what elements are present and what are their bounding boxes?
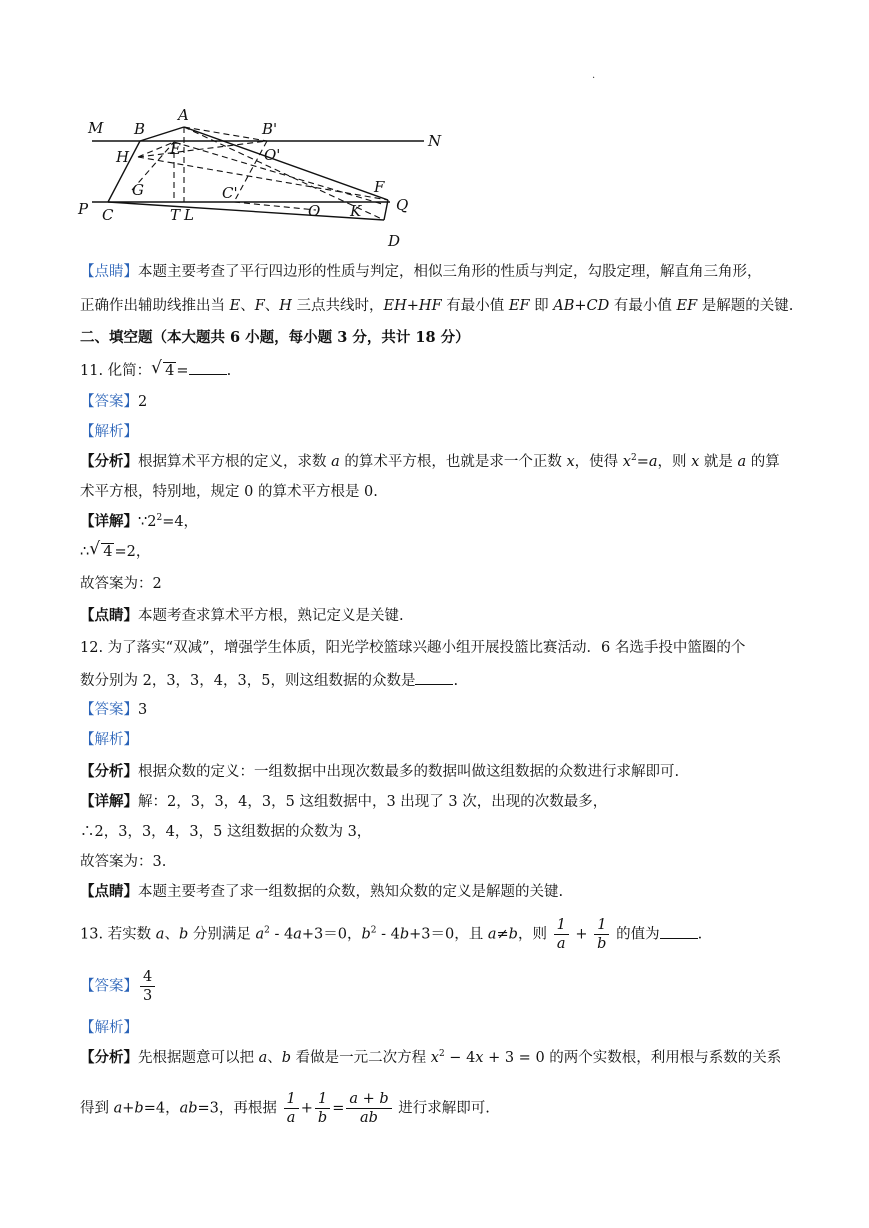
text-run: - 4	[269, 926, 294, 943]
text-run: 先根据题意可以把	[138, 1050, 259, 1066]
fraction-numerator: 1	[594, 916, 609, 935]
text-run: +3＝0，且	[409, 926, 488, 943]
fraction-numerator: a + b	[346, 1090, 391, 1109]
label-l: L	[184, 206, 194, 224]
label-b-prime: B'	[262, 120, 278, 138]
text-run: .	[226, 363, 232, 379]
math-variable: ab	[179, 1100, 198, 1117]
text-run: 【点睛】	[80, 883, 138, 900]
fraction-numerator: 4	[140, 968, 155, 987]
label-a: A	[178, 106, 189, 124]
text-run: − 4	[444, 1050, 476, 1066]
text-run: 【分析】	[80, 763, 138, 780]
text-run: 3	[138, 702, 148, 718]
answer-blank	[189, 360, 227, 375]
text-run: 【点睛】	[80, 607, 138, 624]
text-run: 本题主要考查了求一组数据的众数，熟知众数的定义是解题的关键.	[138, 884, 564, 900]
text-run: ，则	[517, 926, 552, 943]
text-run: 的算术平方根，也就是求一个正数	[339, 454, 567, 470]
math-variable: CD	[586, 298, 610, 314]
label-f: F	[374, 178, 385, 196]
text-run: 13. 若实数	[80, 926, 156, 943]
text-line-l21	[80, 882, 563, 902]
text-run: 数分别为 2，3，3，4，3，5，则这组数据的众数是	[80, 673, 416, 689]
text-run: 根据算术平方根的定义，求数	[138, 454, 332, 470]
text-run: 进行求解即可.	[393, 1100, 490, 1117]
text-run: +3＝0，	[301, 926, 362, 943]
text-line-l22	[80, 916, 702, 953]
math-variable: a	[487, 926, 497, 943]
math-variable: a	[255, 926, 265, 943]
text-run: ∵2	[138, 514, 157, 530]
text-run: 三点共线时，	[291, 298, 384, 314]
fraction-denominator: a	[556, 936, 566, 952]
math-variable: x	[566, 454, 575, 470]
text-run: 故答案为：2	[80, 576, 162, 592]
fraction	[140, 968, 155, 1005]
text-line-l20	[80, 852, 166, 872]
text-run: =4，	[143, 1100, 180, 1117]
math-variable: b	[399, 926, 410, 943]
math-variable: b	[281, 1050, 292, 1066]
text-line-l18	[80, 792, 607, 812]
text-run: ∴2，3，3，4，3，5 这组数据的众数为 3，	[80, 824, 372, 840]
text-line-l13	[80, 638, 745, 658]
fraction	[594, 916, 609, 953]
label-p: P	[78, 200, 89, 218]
math-variable: a	[737, 454, 747, 470]
sqrt-expression: √ 4	[153, 361, 176, 381]
math-variable: F	[254, 298, 265, 314]
fraction-numerator: 1	[315, 1090, 330, 1109]
text-run: 、	[267, 1050, 282, 1066]
label-q: Q	[396, 196, 409, 214]
text-line-l25	[80, 1048, 781, 1068]
math-variable: a	[331, 454, 340, 470]
label-h: H	[116, 148, 130, 166]
math-variable: H	[279, 298, 292, 314]
math-variable: AB	[553, 298, 575, 314]
fraction-denominator: a	[286, 1110, 296, 1126]
text-run: 术平方根，特别地，规定 0 的算术平方根是 0.	[80, 484, 378, 500]
text-run: .	[697, 926, 703, 943]
math-variable: x	[475, 1050, 484, 1066]
fraction-denominator: ab	[360, 1110, 378, 1126]
label-t: T	[170, 206, 181, 224]
fraction	[284, 1090, 299, 1127]
text-line-l16	[80, 730, 138, 750]
label-o-prime: O'	[264, 146, 281, 164]
math-variable: EF	[508, 298, 530, 314]
math-variable: a	[113, 1100, 123, 1117]
math-variable: HF	[418, 298, 442, 314]
math-variable: E	[229, 298, 241, 314]
text-line-l5	[80, 392, 147, 412]
math-variable: EF	[676, 298, 698, 314]
label-c-prime: C'	[222, 184, 238, 202]
math-variable: b	[178, 926, 189, 943]
text-run: =2，	[114, 544, 151, 560]
text-run: + 3 = 0 的两个实数根，利用根与系数的关系	[483, 1050, 782, 1066]
fraction-denominator: b	[597, 936, 607, 952]
text-line-l11	[80, 574, 162, 594]
text-line-l8	[80, 482, 378, 502]
text-run: 的值为	[611, 926, 660, 943]
text-run: ，则	[657, 454, 692, 470]
section-tag: 【答案】	[80, 702, 138, 718]
math-variable: a	[155, 926, 165, 943]
math-variable: b	[508, 926, 518, 943]
text-run: 即	[529, 298, 554, 314]
section-tag: 【解析】	[80, 424, 138, 440]
section-tag: 【答案】	[80, 978, 138, 995]
label-k: K	[350, 202, 362, 220]
text-run: 看做是一元二次方程	[291, 1050, 431, 1066]
section-tag: 【解析】	[80, 732, 138, 748]
label-m: M	[88, 119, 104, 137]
text-line-l1	[80, 262, 762, 282]
text-run: 得到	[80, 1100, 114, 1117]
page-mark: .	[592, 70, 596, 81]
text-line-l14	[80, 670, 458, 691]
text-line-l2	[80, 296, 793, 316]
text-run: 11. 化简：	[80, 363, 152, 379]
text-line-l17	[80, 762, 679, 782]
label-o: O	[308, 202, 321, 220]
text-run: =	[176, 363, 189, 379]
answer-blank	[660, 924, 698, 939]
fraction-denominator: b	[317, 1110, 328, 1126]
fraction	[346, 1090, 391, 1127]
label-g: G	[132, 181, 144, 199]
section-tag: 【答案】	[80, 394, 138, 410]
label-d: D	[388, 232, 401, 250]
math-variable: a	[258, 1050, 268, 1066]
text-run: +	[406, 298, 419, 314]
text-line-l15	[80, 700, 147, 720]
fraction-numerator: 1	[284, 1090, 299, 1109]
text-line-l10	[80, 542, 150, 562]
sqrt-expression: √ 4	[91, 542, 114, 562]
text-line-l7	[80, 452, 780, 472]
text-run: =	[332, 1100, 345, 1117]
superscript: 2	[438, 1049, 445, 1059]
text-line-l4	[80, 360, 231, 381]
text-run: 有最小值	[441, 298, 509, 314]
section-tag: 【解析】	[80, 1020, 138, 1036]
answer-blank	[415, 670, 453, 685]
math-variable: EH	[383, 298, 407, 314]
text-run: 、	[164, 926, 179, 943]
text-run: 二、填空题（本大题共 6 小题，每小题 3 分，共计 18 分）	[80, 329, 470, 346]
text-line-l6	[80, 422, 138, 442]
text-run: 12. 为了落实“双减”，增强学生体质，阳光学校篮球兴趣小组开展投篮比赛活动．6 名选手投中篮圈的个	[80, 640, 746, 656]
label-e: E	[170, 140, 181, 158]
text-run: 分别满足	[188, 926, 256, 943]
text-run: +	[570, 926, 593, 943]
text-run: 正确作出辅助线推出当	[80, 298, 230, 314]
text-run: 就是	[699, 454, 738, 470]
text-run: 【分析】	[80, 453, 138, 470]
fraction	[554, 916, 569, 953]
text-run: ≠	[496, 926, 509, 943]
text-run: - 4	[376, 926, 400, 943]
text-run: =	[636, 454, 649, 470]
text-line-l23	[80, 968, 157, 1005]
text-run: +	[122, 1100, 135, 1117]
math-variable: a	[293, 926, 302, 943]
text-run: 、	[240, 298, 255, 314]
fraction-denominator: 3	[143, 988, 153, 1004]
math-variable: b	[361, 926, 371, 943]
text-run: .	[453, 673, 459, 689]
text-line-l26	[80, 1090, 490, 1127]
math-variable: x	[622, 454, 631, 470]
superscript: 2	[156, 513, 163, 523]
text-run: ∴	[80, 544, 90, 560]
superscript: 2	[264, 925, 270, 936]
text-line-l3	[80, 328, 470, 348]
math-variable: x	[430, 1050, 439, 1066]
label-c: C	[102, 206, 114, 224]
text-run: 【详解】	[80, 513, 138, 530]
superscript: 2	[370, 925, 377, 936]
text-run: +	[300, 1100, 313, 1117]
superscript: 2	[630, 453, 637, 463]
text-run: 【分析】	[80, 1049, 138, 1066]
text-line-l12	[80, 606, 404, 626]
label-b: B	[134, 120, 146, 138]
text-run: 2	[138, 394, 148, 410]
math-variable: b	[134, 1100, 144, 1117]
text-run: 根据众数的定义：一组数据中出现次数最多的数据叫做这组数据的众数进行求解即可.	[138, 764, 680, 780]
text-run: 是解题的关键.	[697, 298, 794, 314]
fraction	[315, 1090, 330, 1127]
text-run: 、	[264, 298, 280, 314]
text-run: =3，再根据	[197, 1100, 282, 1117]
text-line-l24	[80, 1018, 138, 1038]
text-run: +	[574, 298, 587, 314]
text-run: 有最小值	[609, 298, 677, 314]
geometry-figure	[72, 100, 452, 260]
text-run: 故答案为：3.	[80, 854, 167, 870]
text-run: 的算	[746, 454, 780, 470]
text-run: =4，	[162, 514, 199, 530]
label-n: N	[428, 132, 442, 150]
section-tag: 【点睛】	[80, 264, 138, 280]
text-run: ，使得	[574, 454, 623, 470]
math-variable: a	[648, 454, 658, 470]
fraction-numerator: 1	[554, 916, 569, 935]
text-run: 本题主要考查了平行四边形的性质与判定，相似三角形的性质与判定，勾股定理，解直角三角形，	[138, 264, 762, 280]
text-line-l19	[80, 822, 371, 842]
math-variable: x	[691, 454, 700, 470]
text-line-l9	[80, 512, 198, 532]
text-run: 解：2，3，3，4，3，5 这组数据中，3 出现了 3 次，出现的次数最多，	[138, 794, 608, 810]
text-run: 【详解】	[80, 793, 138, 810]
text-run: 本题考查求算术平方根，熟记定义是关键.	[138, 608, 404, 624]
